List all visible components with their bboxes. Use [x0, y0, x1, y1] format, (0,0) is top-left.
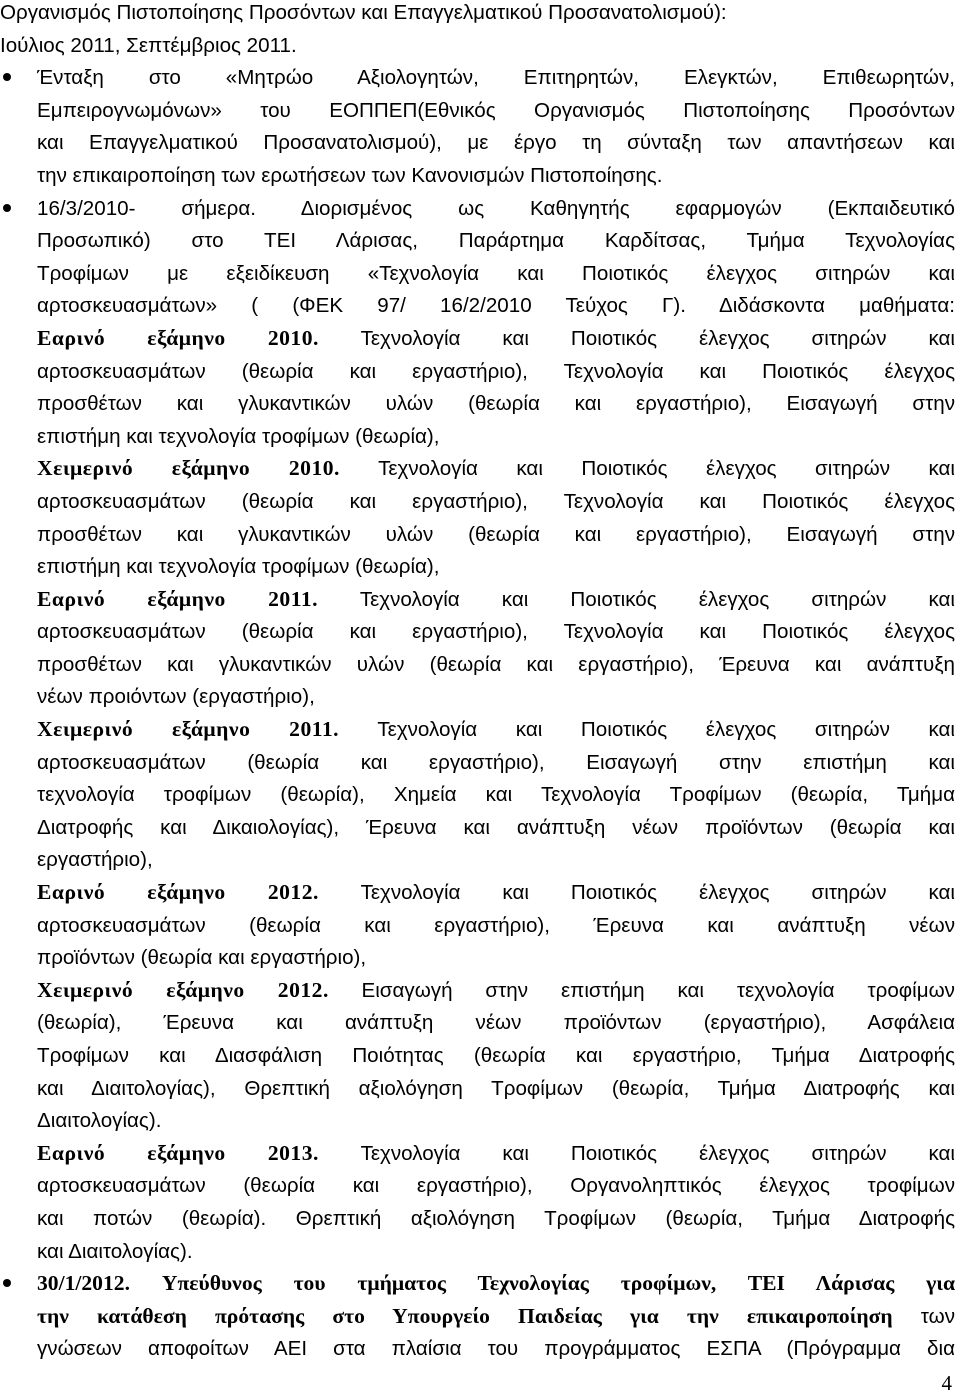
text-span: προϊόντων (θεωρία και εργαστήριο),	[37, 946, 367, 970]
line-text	[37, 159, 955, 193]
semester-line	[0, 1202, 960, 1235]
line-text	[37, 257, 955, 291]
line-text	[37, 518, 955, 552]
bullet-icon	[3, 1279, 11, 1287]
text-span: γνώσεων αποφοίτων ΑΕΙ στα πλαίσια του προγράμματος ΕΣΠΑ (Πρόγραμμα δια	[37, 1337, 955, 1361]
line-text	[37, 615, 955, 649]
text-span: αρτοσκευασμάτων (θεωρία και εργαστήριο), Τεχνολογία και Ποιοτικός έλεγχος	[37, 489, 955, 513]
text-span: Τεχνολογία και Ποιοτικός έλεγχος σιτηρών και	[360, 326, 955, 350]
text-span: και Διαιτολογίας).	[37, 1239, 193, 1263]
semester-line	[0, 1169, 960, 1202]
intro-line	[0, 61, 960, 94]
line-text	[37, 192, 955, 226]
text-span: Εαρινό εξάμηνο 2011.	[37, 586, 319, 611]
text-span: Οργανισμός Πιστοποίησης Προσόντων και Επαγγελματικού Προσανατολισμού):	[0, 1, 727, 24]
line-text	[37, 1202, 955, 1236]
final-item-line	[0, 1267, 960, 1300]
semester-line	[0, 1039, 960, 1072]
line-text	[37, 289, 955, 323]
text-span: Τροφίμων και Διασφάλιση Ποιότητας (θεωρία και εργαστήριο, Τμήμα Διατροφής	[37, 1044, 955, 1067]
text-span	[319, 880, 361, 904]
semester-line	[0, 322, 960, 355]
text-span: αρτοσκευασμάτων (θεωρία και εργαστήριο), Οργανοληπτικός έλεγχος τροφίμων	[37, 1174, 955, 1198]
line-text	[37, 1300, 955, 1334]
line-text	[37, 61, 955, 95]
line-text	[37, 387, 955, 421]
text-span: Τεχνολογία και Ποιοτικός έλεγχος σιτηρών και	[360, 1141, 955, 1165]
semester-line	[0, 420, 960, 453]
text-span	[319, 326, 361, 350]
text-span: εργαστήριο),	[37, 848, 153, 872]
text-span: νέων προιόντων (εργαστήριο),	[37, 685, 315, 709]
intro-line	[0, 126, 960, 159]
text-span: Τεχνολογία και Ποιοτικός έλεγχος σιτηρών και	[378, 457, 955, 481]
semester-line	[0, 1104, 960, 1137]
text-span	[130, 1271, 162, 1295]
text-span	[340, 456, 378, 480]
line-text	[37, 224, 955, 258]
text-span: την κατάθεση πρότασης στο Υπουργείο Παιδείας για την επικαιροποίηση	[37, 1303, 893, 1328]
text-span: προσθέτων και γλυκαντικών υλών (θεωρία και εργαστήριο), Εισαγωγή στην	[37, 392, 955, 416]
line-text	[37, 778, 955, 812]
semester-line	[0, 355, 960, 388]
intro-line	[0, 0, 960, 29]
text-span: επιστήμη και τεχνολογία τροφίμων (θεωρία),	[37, 424, 440, 448]
line-text	[37, 1235, 955, 1269]
line-text	[37, 909, 955, 943]
text-span: Τεχνολογία και Ποιοτικός έλεγχος σιτηρών και	[359, 587, 955, 611]
intro-line	[0, 289, 960, 322]
line-text	[37, 1332, 955, 1366]
bullet-icon	[3, 73, 11, 81]
semester-line	[0, 909, 960, 942]
text-span: Τεχνολογία και Ποιοτικός έλεγχος σιτηρών και	[360, 881, 955, 905]
text-span: αρτοσκευασμάτων (θεωρία και εργαστήριο), Έρευνα και ανάπτυξη νέων	[37, 913, 955, 937]
semester-line	[0, 615, 960, 648]
semester-line	[0, 778, 960, 811]
semester-line	[0, 1072, 960, 1105]
line-text	[37, 126, 955, 160]
text-span: Χειμερινό εξάμηνο 2011.	[37, 717, 340, 742]
text-span: επιστήμη και τεχνολογία τροφίμων (θεωρία),	[37, 555, 440, 579]
text-span: και Διαιτολογίας), Θρεπτική αξιολόγηση Τροφίμων (θεωρία, Τμήμα Διατροφής και	[37, 1076, 955, 1100]
final-item-line	[0, 1332, 960, 1365]
text-span: Ιούλιος 2011, Σεπτέμβριος 2011.	[0, 33, 297, 57]
line-text	[37, 1072, 955, 1106]
semester-line	[0, 452, 960, 485]
text-span: αρτοσκευασμάτων (θεωρία και εργαστήριο), Τεχνολογία και Ποιοτικός έλεγχος	[37, 359, 955, 383]
line-text	[37, 94, 955, 128]
semester-line	[0, 550, 960, 583]
intro-line	[0, 159, 960, 192]
text-span	[339, 717, 377, 741]
intro-line	[0, 29, 960, 62]
text-span: Χειμερινό εξάμηνο 2012.	[37, 977, 329, 1002]
text-span: αρτοσκευασμάτων» ( (ΦΕΚ 97/ 16/2/2010 Τεύχος Γ). Διδάσκοντα μαθήματα:	[37, 294, 955, 318]
text-span: 30/1/2012.	[37, 1271, 130, 1296]
final-item-line	[0, 1300, 960, 1333]
semester-line	[0, 876, 960, 909]
line-text	[37, 811, 955, 845]
text-span: Τεχνολογία και Ποιοτικός έλεγχος σιτηρών και	[377, 718, 955, 742]
text-span: Εαρινό εξάμηνο 2013.	[37, 1140, 319, 1165]
line-text	[37, 680, 955, 714]
line-text	[37, 843, 955, 877]
text-span: τεχνολογία τροφίμων (θεωρία), Χημεία και Τεχνολογία Τροφίμων (θεωρία, Τμήμα	[37, 783, 955, 807]
text-span: Προσωπικό) στο ΤΕΙ Λάρισας, Παράρτημα Καρδίτσας, Τμήμα Τεχνολογίας	[37, 229, 955, 253]
text-span: των	[920, 1304, 955, 1328]
semester-line	[0, 974, 960, 1007]
line-text	[37, 1006, 955, 1040]
semester-line	[0, 811, 960, 844]
intro-line	[0, 94, 960, 127]
line-text	[37, 1169, 955, 1203]
line-text	[37, 1039, 955, 1073]
text-span: προσθέτων και γλυκαντικών υλών (θεωρία και εργαστήριο), Εισαγωγή στην	[37, 522, 955, 546]
line-text	[37, 550, 955, 584]
semester-line	[0, 387, 960, 420]
text-span: Εαρινό εξάμηνο 2010.	[37, 325, 319, 350]
semester-line	[0, 713, 960, 746]
line-text	[37, 452, 955, 486]
text-span: και ποτών (θεωρία). Θρεπτική αξιολόγηση Τροφίμων (θεωρία, Τμήμα Διατροφής	[37, 1206, 955, 1230]
semester-line	[0, 680, 960, 713]
line-text	[37, 876, 955, 910]
text-span	[319, 1141, 361, 1165]
intro-line	[0, 192, 960, 225]
text-span: (θεωρία), Έρευνα και ανάπτυξη νέων προϊόντων (εργαστήριο), Ασφάλεια	[37, 1011, 955, 1035]
text-span	[329, 978, 362, 1002]
text-span: Διατροφής και Δικαιολογίας), Έρευνα και ανάπτυξη νέων προϊόντων (θεωρία και	[37, 815, 955, 839]
text-span: Υπεύθυνος του τμήματος Τεχνολογίας τροφίμων, ΤΕΙ Λάρισας για	[161, 1271, 955, 1296]
semester-line	[0, 485, 960, 518]
semester-line	[0, 1235, 960, 1268]
semester-line	[0, 843, 960, 876]
line-text	[37, 713, 955, 747]
line-text	[37, 355, 955, 389]
semester-line	[0, 648, 960, 681]
text-span: Διαιτολογίας).	[37, 1109, 162, 1133]
line-text	[37, 746, 955, 780]
line-text	[0, 0, 918, 30]
line-text	[37, 1137, 955, 1171]
text-span	[893, 1304, 921, 1328]
text-span: αρτοσκευασμάτων (θεωρία και εργαστήριο), Τεχνολογία και Ποιοτικός έλεγχος	[37, 620, 955, 644]
line-text	[37, 648, 955, 682]
line-text	[37, 1267, 955, 1300]
text-span: και Επαγγελματικού Προσανατολισμού), με έργο τη σύνταξη των απαντήσεων και	[37, 131, 955, 155]
semester-line	[0, 583, 960, 616]
line-text	[37, 420, 955, 454]
text-span: την επικαιροποίηση των ερωτήσεων των Κανονισμών Πιστοποίησης.	[37, 163, 663, 187]
text-span: αρτοσκευασμάτων (θεωρία και εργαστήριο), Εισαγωγή στην επιστήμη και	[37, 750, 955, 774]
semester-line	[0, 1137, 960, 1170]
line-text	[0, 29, 918, 63]
intro-line	[0, 224, 960, 257]
text-span: Εαρινό εξάμηνο 2012.	[37, 880, 319, 905]
text-span: 16/3/2010- σήμερα. Διορισμένος ως Καθηγητής εφαρμογών (Εκπαιδευτικό	[37, 196, 955, 220]
text-span: Εμπειρογνωμόνων» του ΕΟΠΠΕΠ(Εθνικός Οργανισμός Πιστοποίησης Προσόντων	[37, 98, 955, 122]
text-span: Χειμερινό εξάμηνο 2010.	[37, 456, 340, 481]
line-text	[37, 583, 955, 617]
text-span: Εισαγωγή στην επιστήμη και τεχνολογία τροφίμων	[361, 978, 955, 1002]
semester-line	[0, 941, 960, 974]
text-span: Τροφίμων με εξειδίκευση «Τεχνολογία και Ποιοτικός έλεγχος σιτηρών και	[37, 261, 955, 285]
text-span	[318, 587, 360, 611]
line-text	[37, 1104, 955, 1138]
line-text	[37, 485, 955, 519]
intro-line	[0, 257, 960, 290]
text-span: Ένταξη στο «Μητρώο Αξιολογητών, Επιτηρητών, Ελεγκτών, Επιθεωρητών,	[37, 66, 955, 90]
line-text	[37, 941, 955, 975]
line-text	[37, 974, 955, 1008]
semester-line	[0, 1006, 960, 1039]
line-text	[37, 322, 955, 356]
text-span: προσθέτων και γλυκαντικών υλών (θεωρία και εργαστήριο), Έρευνα και ανάπτυξη	[37, 652, 955, 676]
bullet-icon	[3, 204, 11, 212]
semester-line	[0, 746, 960, 779]
page-number: 4	[941, 1371, 952, 1395]
semester-line	[0, 518, 960, 551]
